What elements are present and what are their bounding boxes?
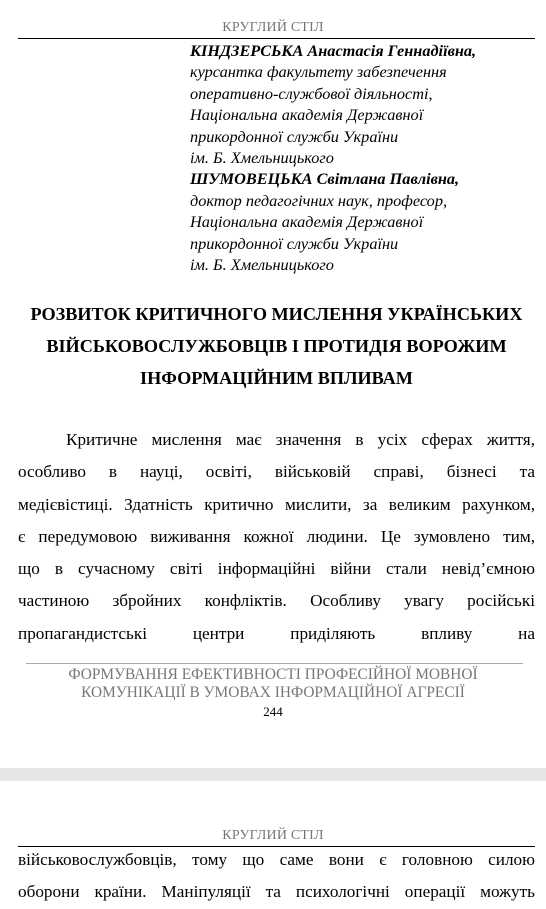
footer-line: КОМУНІКАЦІЇ В УМОВАХ ІНФОРМАЦІЙНОЇ АГРЕСІЇ	[81, 684, 465, 701]
body-line: є передумовою виживання кожної людини. Це зумовлено тим,	[18, 526, 535, 546]
page-number: 244	[263, 704, 283, 719]
title-line: РОЗВИТОК КРИТИЧНОГО МИСЛЕННЯ УКРАЇНСЬКИХ	[30, 304, 523, 324]
footer-line: ФОРМУВАННЯ ЕФЕКТИВНОСТІ ПРОФЕСІЙНОЇ МОВНОЇ	[68, 666, 478, 683]
page-separator	[0, 768, 546, 781]
title-line: ВІЙСЬКОВОСЛУЖБОВЦІВ І ПРОТИДІЯ ВОРОЖИМ	[46, 336, 507, 356]
running-header: КРУГЛИЙ СТІЛ	[222, 20, 324, 35]
running-footer	[0, 666, 546, 702]
author-detail: Національна академія Державної	[190, 105, 424, 125]
body-line: особливо в науці, освіті, військовій справі, бізнесі та	[18, 462, 535, 482]
running-header: КРУГЛИЙ СТІЛ	[222, 828, 324, 843]
body-line: частиною збройних конфліктів. Особливу увагу російські	[18, 591, 535, 611]
header-rule	[18, 38, 535, 39]
author-detail: ім. Б. Хмельницького	[190, 148, 334, 168]
author-detail: прикордонної служби України	[190, 233, 399, 253]
body-line: оборони країни. Маніпуляції та психологічні операції можуть	[18, 882, 535, 902]
author-block	[190, 40, 530, 275]
body-line: військовослужбовців, тому що саме вони є головною силою	[18, 850, 535, 869]
title-line: ІНФОРМАЦІЙНИМ ВПЛИВАМ	[140, 368, 413, 388]
author-name: ШУМОВЕЦЬКА Світлана Павлівна,	[190, 169, 460, 189]
author-detail: оперативно-службової діяльності,	[190, 83, 433, 103]
article-title	[18, 298, 535, 394]
footer-rule	[26, 663, 523, 664]
article-body-continued	[18, 844, 535, 909]
author-detail: прикордонної служби України	[190, 126, 399, 146]
author-detail: курсантка факультету забезпечення	[190, 62, 447, 82]
body-line: що в сучасному світі інформаційні війни стали невід’ємною	[18, 559, 535, 579]
body-line: пропагандистські центри приділяють впливу на	[18, 623, 535, 643]
next-document-page	[0, 781, 546, 903]
body-line: медієвістиці. Здатність критично мислити, за великим рахунком,	[18, 494, 535, 514]
body-line: Критичне мислення має значення в усіх сферах життя,	[66, 430, 535, 449]
author-detail: Національна академія Державної	[190, 212, 424, 232]
author-name: КІНДЗЕРСЬКА Анастасія Геннадіївна,	[190, 41, 477, 60]
author-detail: доктор педагогічних наук, професор,	[190, 190, 448, 210]
article-body	[18, 424, 535, 650]
author-detail: ім. Б. Хмельницького	[190, 255, 334, 275]
